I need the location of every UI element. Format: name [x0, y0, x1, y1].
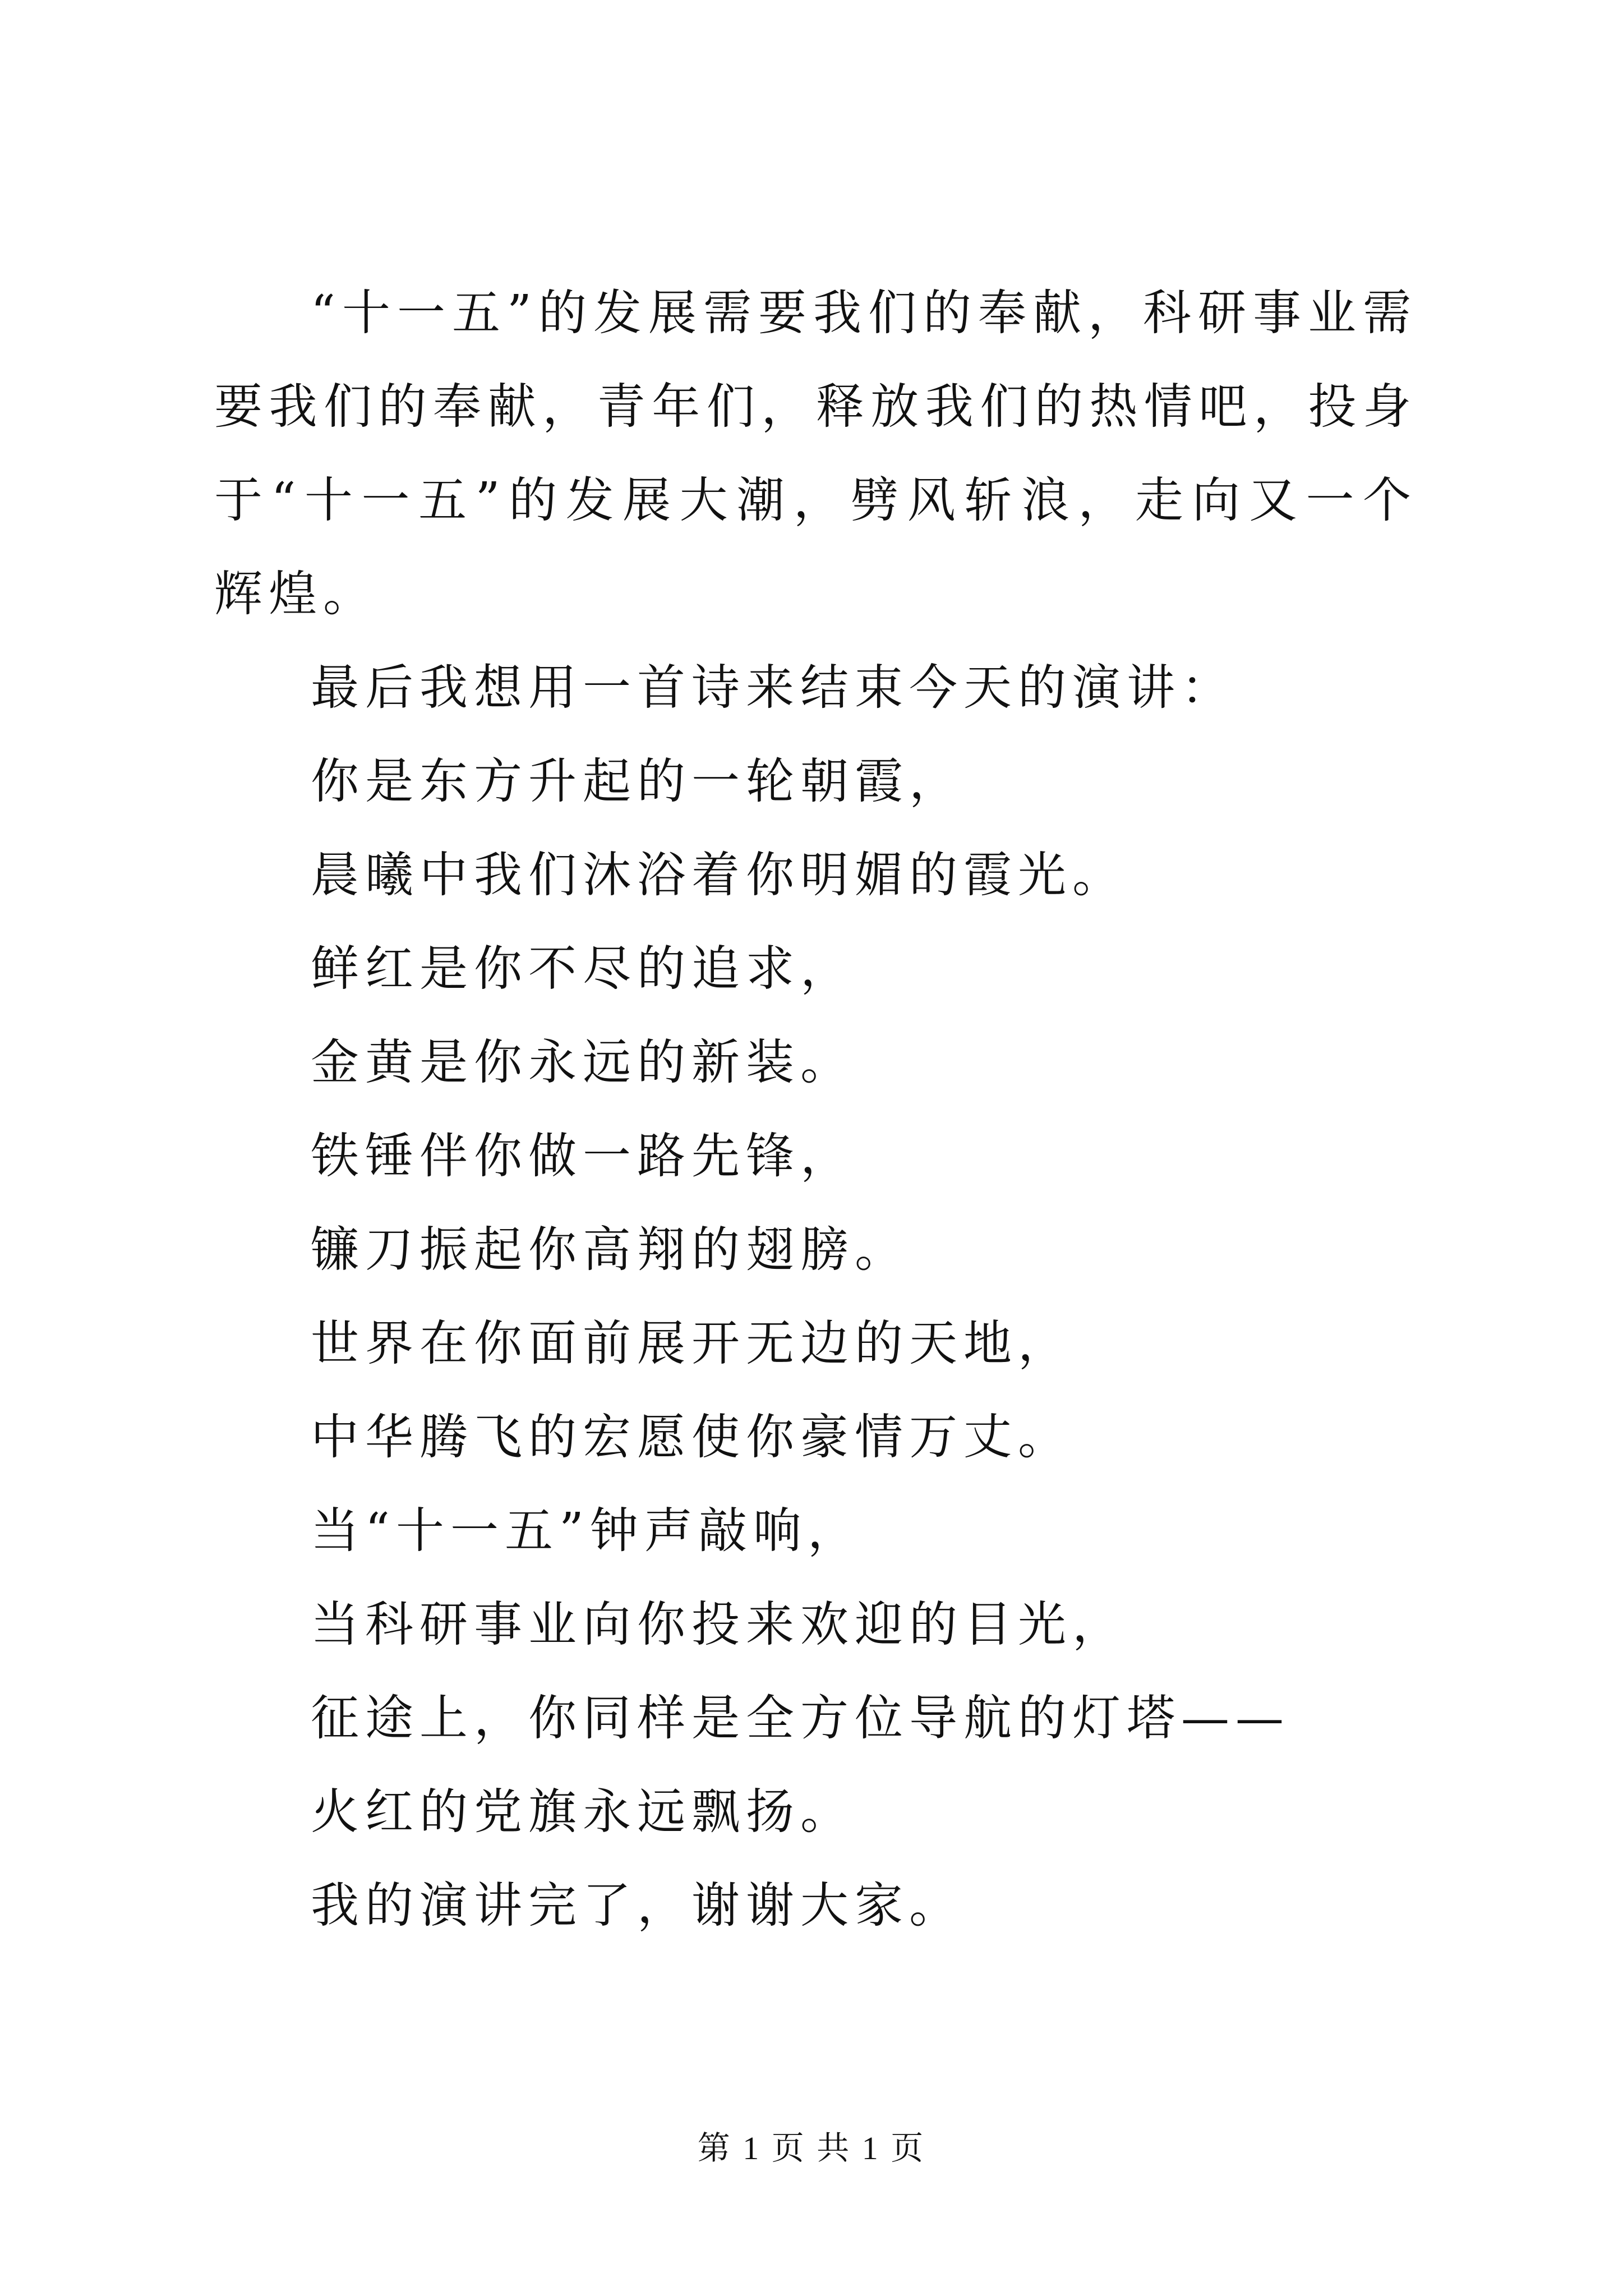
poem-line: 征途上，你同样是全方位导航的灯塔——	[311, 1690, 1290, 1746]
poem-line: 世界在你面前展开无边的天地，	[311, 1315, 1072, 1372]
poem-line: 晨曦中我们沐浴着你明媚的霞光。	[311, 847, 1127, 903]
poem-line: 你是东方升起的一轮朝霞，	[311, 753, 963, 809]
document-body	[214, 266, 1417, 1953]
poem-line: 当“十一五”钟声敲响，	[311, 1503, 862, 1559]
closing-line: 我的演讲完了，谢谢大家。	[311, 1878, 963, 1934]
page-footer: 第 1 页 共 1 页	[697, 2130, 926, 2166]
body-paragraph: “十一五”的发展需要我们的奉献，科研事业需要我们的奉献，青年们，释放我们的热情吧，投身于“十一五”的发展大潮，劈风斩浪，走向又一个辉煌。	[214, 285, 1417, 622]
poem-line: 当科研事业向你投来欢迎的目光，	[311, 1596, 1127, 1653]
poem-line: 铁锤伴你做一路先锋，	[311, 1128, 855, 1184]
poem-line: 火红的党旗永远飘扬。	[311, 1784, 855, 1840]
poem-line: 金黄是你永远的新装。	[311, 1034, 855, 1091]
poem-line: 镰刀振起你高翔的翅膀。	[311, 1222, 909, 1278]
poem-intro: 最后我想用一首诗来结束今天的演讲：	[311, 660, 1235, 716]
poem-line: 中华腾飞的宏愿使你豪情万丈。	[311, 1409, 1072, 1465]
poem-line: 鲜红是你不尽的追求，	[311, 941, 855, 997]
